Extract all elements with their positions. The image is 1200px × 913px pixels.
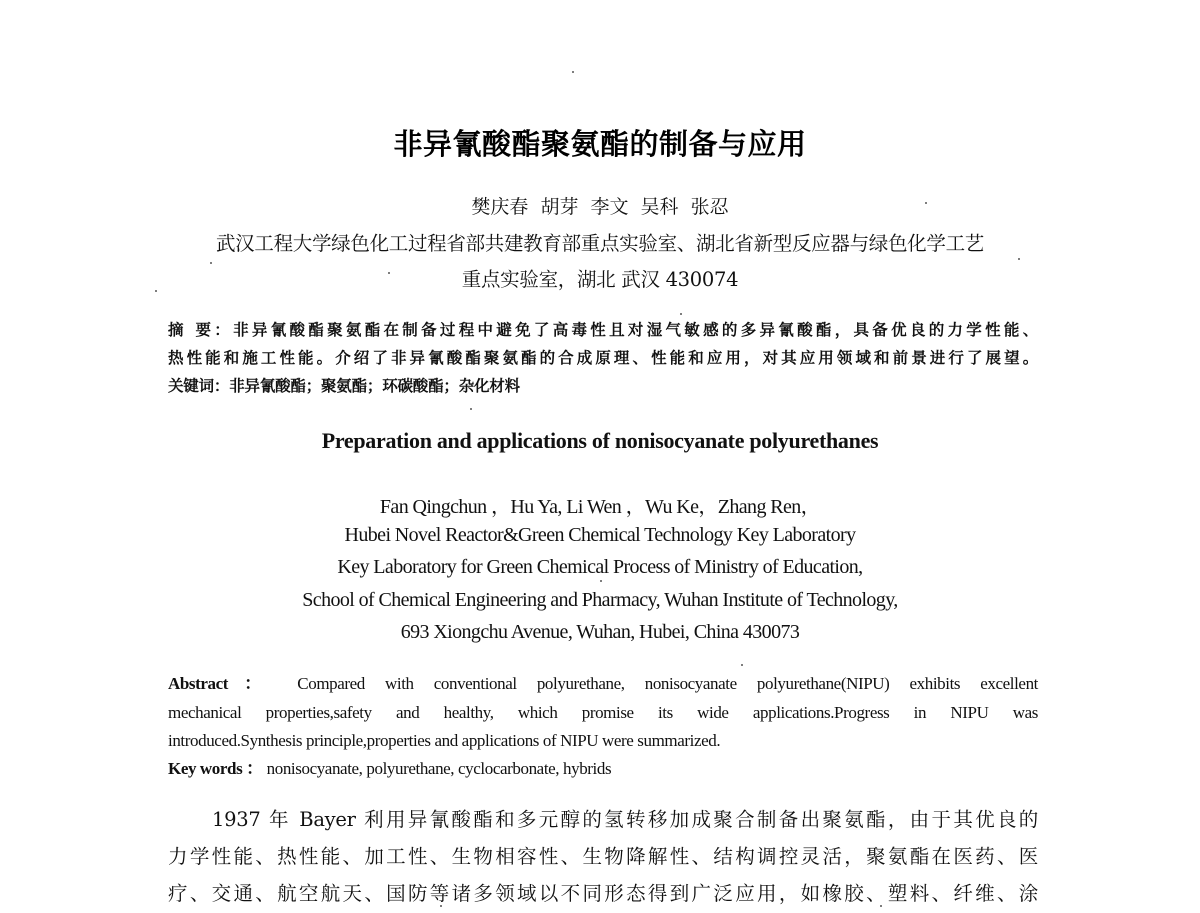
english-abstract-line-2: mechanical properties,safety and healthy, which promise its wide applications.Progress in NIPU was [168, 702, 1038, 722]
chinese-abstract [168, 316, 1038, 372]
english-authors: Fan Qingchun ，Hu Ya, Li Wen ，Wu Ke，Zhang Ren， [379, 496, 821, 518]
chinese-abstract-text: 非异氰酸酯聚氨酯在制备过程中避免了高毒性且对湿气敏感的多异氰酸酯，具备优良的力学性能、 [233, 321, 1038, 339]
english-abstract-text: Compared with conventional polyurethane, nonisocyanate polyurethane(NIPU) exhibits excellent [297, 674, 1038, 693]
english-abstract-line-3: introduced.Synthesis principle,properties and applications of NIPU were summarized. [168, 731, 721, 750]
english-keywords-text: nonisocyanate, polyurethane, cyclocarbonate, hybrids [266, 759, 612, 778]
english-abstract-label: Abstract： [168, 674, 278, 693]
english-keywords-label: Key words ： [168, 759, 263, 778]
english-affiliation-line-4: 693 Xiongchu Avenue, Wuhan, Hubei, China 430073 [400, 621, 800, 643]
chinese-keywords [168, 372, 520, 400]
chinese-authors: 樊庆春 胡芽 李文 吴科 张忍 [471, 196, 729, 218]
scan-speck [741, 664, 743, 666]
scan-speck [1018, 258, 1020, 260]
english-affiliation-line-1: Hubei Novel Reactor&Green Chemical Technology Key Laboratory [344, 524, 856, 546]
chinese-title: 非异氰酸酯聚氨酯的制备与应用 [393, 127, 807, 161]
scan-speck [680, 313, 682, 315]
english-keywords [168, 756, 611, 782]
english-abstract-line-1 [168, 670, 1038, 699]
chinese-abstract-line-1 [168, 316, 1038, 344]
chinese-affiliation-line-1: 武汉工程大学绿色化工过程省部共建教育部重点实验室、湖北省新型反应器与绿色化学工艺 [215, 232, 984, 255]
body-line-1: 1937 年 Bayer 利用异氰酸酯和多元醇的氢转移加成聚合制备出聚氨酯，由于其优良的 [212, 808, 1038, 831]
scan-speck [470, 408, 472, 410]
body-paragraph [168, 801, 1038, 912]
english-affiliation-line-3: School of Chemical Engineering and Pharmacy, Wuhan Institute of Technology, [302, 589, 898, 611]
body-line-3: 疗、交通、航空航天、国防等诸多领域以不同形态得到广泛应用，如橡胶、塑料、纤维、涂 [168, 882, 1038, 905]
chinese-abstract-label: 摘 要： [168, 321, 234, 339]
chinese-affiliation-line-2: 重点实验室，湖北 武汉 430074 [461, 268, 739, 291]
chinese-keywords-label: 关键词： [168, 377, 230, 395]
scan-speck [600, 580, 602, 582]
body-line-2: 力学性能、热性能、加工性、生物相容性、生物降解性、结构调控灵活，聚氨酯在医药、医 [168, 845, 1038, 868]
chinese-abstract-line-2: 热性能和施工性能。介绍了非异氰酸酯聚氨酯的合成原理、性能和应用，对其应用领域和前景进行了展望。 [168, 349, 1038, 367]
english-affiliation-line-2: Key Laboratory for Green Chemical Process of Ministry of Education, [337, 556, 863, 578]
english-abstract [168, 670, 1038, 756]
scan-speck [572, 71, 574, 73]
chinese-keywords-text: 非异氰酸酯；聚氨酯；环碳酸酯；杂化材料 [229, 377, 520, 395]
english-title: Preparation and applications of nonisocyanate polyurethanes [321, 428, 879, 453]
